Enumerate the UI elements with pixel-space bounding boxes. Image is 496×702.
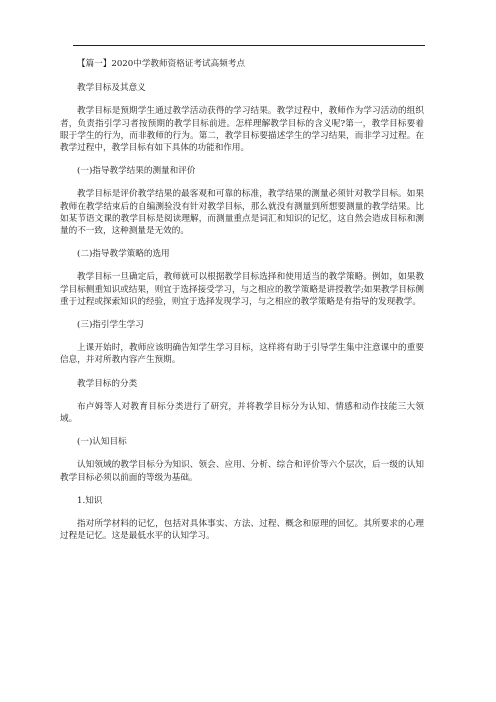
header-rule	[73, 45, 425, 46]
section-heading: 1.知识	[77, 495, 103, 506]
body-paragraph: 教学目标是预期学生通过教学活动获得的学习结果。教学过程中，教师作为学习活动的组织者，负责指引学习者按预期的教学目标前进。怎样理解教学目标的含义呢?第一，教学目标要着眼于学生的行为，而非教师的行为。第二，教学目标要描述学生的学习结果，而非学习过程。在教学过程中，教学目标有如下具体的功能和作用。	[60, 106, 424, 154]
body-paragraph: 认知领域的教学目标分为知识、领会、应用、分析、综合和评价等六个层次，后一级的认知教学目标必须以前面的等级为基础。	[60, 460, 424, 483]
document-body	[60, 58, 424, 553]
body-paragraph: 教学目标一旦确定后，教师就可以根据教学目标选择和使用适当的教学策略。例如，如果教学目标侧重知识或结果，则宜于选择接受学习，与之相应的教学策略是讲授教学;如果教学目标侧重于过程或探索知识的经验，则宜于选择发现学习，与之相应的教学策略是有指导的发现教学。	[60, 272, 424, 307]
body-paragraph: 教学目标是评价教学结果的最客观和可靠的标准，教学结果的测量必须针对教学目标。如果教师在教学结束后的自编测验没有针对教学目标，那么就没有测量到所想要测量的教学结果。比如某节语文课的教学目标是阅读理解，而测量重点是词汇和知识的记忆，这自然会造成目标和测量的不一致，这种测量是无效的。	[60, 189, 424, 237]
section-heading: (二)指导教学策略的选用	[77, 249, 170, 260]
section-heading: 教学目标的分类	[77, 378, 138, 389]
section-heading: (一)认知目标	[77, 437, 127, 448]
section-heading: (三)指引学生学习	[77, 320, 144, 331]
section-heading: 教学目标及其意义	[77, 83, 146, 94]
section-heading: (一)指导教学结果的测量和评价	[77, 166, 196, 177]
body-paragraph: 指对所学材料的记忆，包括对具体事实、方法、过程、概念和原理的回忆。其所要求的心理过程是记忆。这是最低水平的认知学习。	[60, 519, 424, 542]
body-paragraph: 布卢姆等人对教育目标分类进行了研究，并将教学目标分为认知、情感和动作技能三大领域。	[60, 401, 424, 425]
document-title: 【篇一】2020中学教师资格证考试高频考点	[77, 59, 245, 69]
body-paragraph: 上课开始时，教师应该明确告知学生学习目标，这样将有助于引导学生集中注意课中的重要信息，并对所教内容产生预期。	[60, 343, 424, 366]
